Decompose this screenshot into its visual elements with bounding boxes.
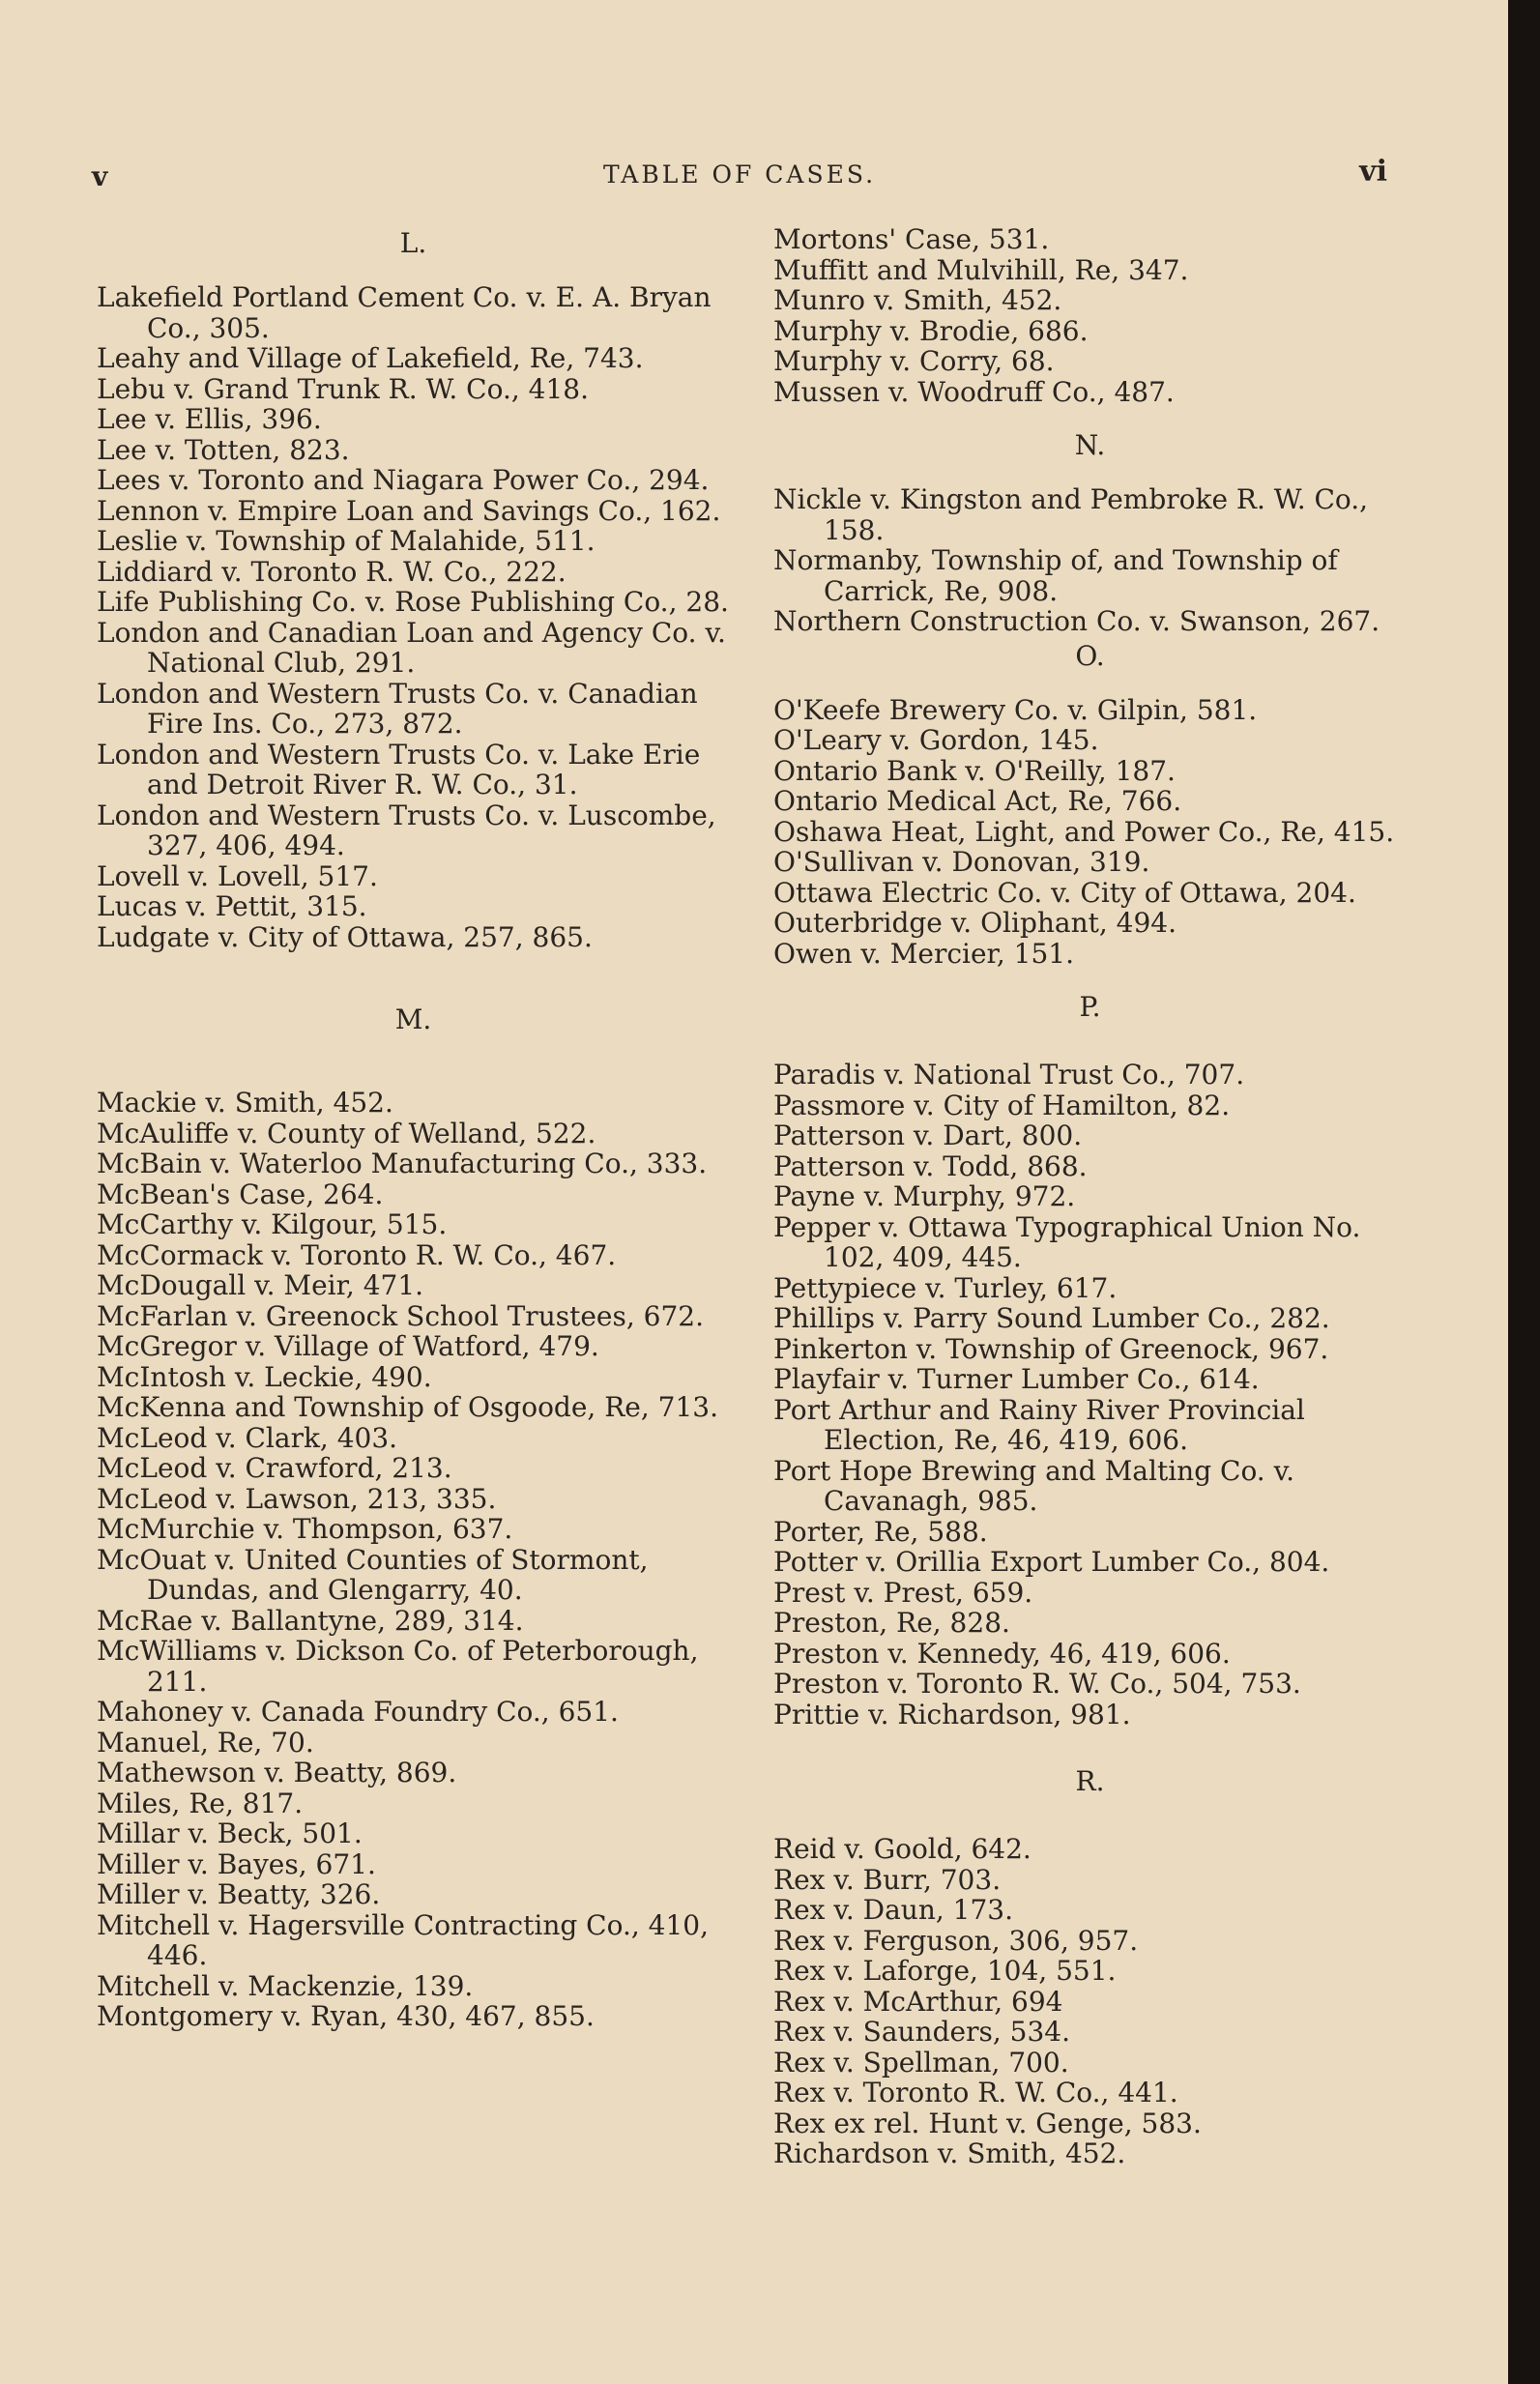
case-entry: Rex v. Ferguson, 306, 957. [773,1924,1139,1957]
case-entry: Mitchell v. Hagersville Contracting Co., 410, 446. [97,1908,710,1971]
case-entry: Pinkerton v. Township of Greenock, 967. [773,1332,1329,1365]
case-entry: Life Publishing Co. v. Rose Publishing Co., 28. [97,586,729,618]
case-entry: Northern Construction Co. v. Swanson, 267. [773,605,1380,637]
case-entry: Owen v. Mercier, 151. [773,937,1075,970]
case-entry: Pepper v. Ottawa Typographical Union No. 102, 409, 445. [773,1210,1361,1273]
case-entry: Ontario Medical Act, Re, 766. [773,785,1182,817]
case-entry: Playfair v. Turner Lumber Co., 614. [773,1363,1260,1395]
case-entry: Passmore v. City of Hamilton, 82. [773,1089,1231,1121]
case-entry: Richardson v. Smith, 452. [773,2137,1126,2169]
case-entry: Normanby, Township of, and Township of Carrick, Re, 908. [773,544,1338,607]
case-entry: McLeod v. Crawford, 213. [97,1452,452,1484]
case-entry: Miles, Re, 817. [97,1787,304,1819]
case-entry: Preston v. Kennedy, 46, 419, 606. [773,1637,1231,1670]
case-entry: Pettypiece v. Turley, 617. [773,1271,1118,1304]
section-heading-l: L. [399,227,427,259]
case-entry: McCarthy v. Kilgour, 515. [97,1208,448,1240]
case-entry: Millar v. Beck, 501. [97,1817,363,1849]
right-column [773,224,1407,2169]
case-entry: Rex v. McArthur, 694 [773,1985,1063,2018]
case-entry: McCormack v. Toronto R. W. Co., 467. [97,1238,617,1271]
case-entry: Munro v. Smith, 452. [773,284,1062,316]
case-entry: Rex v. Toronto R. W. Co., 441. [773,2077,1178,2108]
case-entry: Rex v. Spellman, 700. [773,2046,1069,2079]
case-entry: Ludgate v. City of Ottawa, 257, 865. [97,920,593,953]
case-entry: Prest v. Prest, 659. [773,1576,1033,1609]
case-entry: McOuat v. United Counties of Stormont, Dundas, and Glengarry, 40. [97,1543,649,1606]
case-entry: Phillips v. Parry Sound Lumber Co., 282. [773,1302,1330,1334]
case-entry: Rex v. Daun, 173. [773,1894,1013,1926]
case-list-l [97,282,730,952]
case-entry: Mackie v. Smith, 452. [97,1087,393,1119]
case-entry: Mathewson v. Beatty, 869. [97,1757,457,1788]
case-entry: O'Sullivan v. Donovan, 319. [773,846,1150,878]
case-entry: Outerbridge v. Oliphant, 494. [773,907,1177,939]
case-entry: Nickle v. Kingston and Pembroke R. W. Co., 158. [773,483,1369,546]
case-entry: Lakefield Portland Cement Co. v. E. A. Bryan Co., 305. [97,281,712,344]
case-entry: McBain v. Waterloo Manufacturing Co., 333. [97,1148,708,1179]
case-entry: London and Canadian Loan and Agency Co. v. National Club, 291. [97,616,726,679]
case-entry: Port Hope Brewing and Malting Co. v. Cavanagh, 985. [773,1454,1294,1517]
section-heading-p: P. [1079,991,1101,1023]
case-entry: Mussen v. Woodruff Co., 487. [773,375,1175,408]
case-entry: Preston, Re, 828. [773,1607,1010,1639]
case-entry: Miller v. Bayes, 671. [97,1847,376,1880]
case-entry: McFarlan v. Greenock School Trustees, 672. [97,1299,705,1332]
case-entry: Rex v. Saunders, 534. [773,2016,1070,2048]
case-entry: Payne v. Murphy, 972. [773,1180,1076,1212]
book-binding-edge [1508,0,1540,2384]
case-entry: Rex ex rel. Hunt v. Genge, 583. [773,2107,1202,2139]
case-entry: Paradis v. National Trust Co., 707. [773,1059,1245,1090]
case-entry: Rex v. Burr, 703. [773,1863,1002,1896]
case-entry: Mortons' Case, 531. [773,223,1050,255]
case-entry: McAuliffe v. County of Welland, 522. [97,1117,596,1149]
case-entry: Lovell v. Lovell, 517. [97,859,378,892]
case-entry: Lee v. Totten, 823. [97,433,350,466]
case-entry: Leahy and Village of Lakefield, Re, 743. [97,342,644,374]
case-entry: London and Western Trusts Co. v. Canadian Fire Ins. Co., 273, 872. [97,677,698,740]
case-entry: McMurchie v. Thompson, 637. [97,1513,513,1545]
case-entry: McWilliams v. Dickson Co. of Peterborough, 211. [97,1635,699,1698]
case-entry: Mahoney v. Canada Foundry Co., 651. [97,1696,619,1728]
case-entry: O'Keefe Brewery Co. v. Gilpin, 581. [773,693,1258,726]
case-entry: Murphy v. Corry, 68. [773,345,1055,377]
running-header [87,155,1392,193]
case-entry: Lucas v. Pettit, 315. [97,890,367,922]
page-number: vi [1359,155,1387,189]
case-entry: Ottawa Electric Co. v. City of Ottawa, 204. [773,876,1356,909]
case-entry: Mitchell v. Mackenzie, 139. [97,1969,474,2002]
section-heading-r: R. [1075,1765,1105,1797]
case-entry: Lees v. Toronto and Niagara Power Co., 294. [97,464,710,496]
case-entry: London and Western Trusts Co. v. Lake Erie and Detroit River R. W. Co., 31. [97,738,701,800]
case-list-m-continued [773,224,1407,407]
case-entry: Preston v. Toronto R. W. Co., 504, 753. [773,1668,1301,1700]
case-entry: Patterson v. Todd, 868. [773,1149,1088,1182]
case-entry: Lebu v. Grand Trunk R. W. Co., 418. [97,372,590,405]
case-entry: London and Western Trusts Co. v. Luscombe, 327, 406, 494. [97,799,716,861]
section-heading-n: N. [1074,429,1106,461]
case-entry: Reid v. Goold, 642. [773,1833,1032,1865]
case-entry: McBean's Case, 264. [97,1177,384,1210]
left-column [97,224,730,2032]
case-entry: Porter, Re, 588. [773,1515,988,1548]
case-entry: McGregor v. Village of Watford, 479. [97,1330,599,1362]
case-list-n [773,484,1407,637]
case-entry: McIntosh v. Leckie, 490. [97,1360,432,1393]
case-list-r [773,1834,1407,2169]
case-entry: Montgomery v. Ryan, 430, 467, 855. [97,2000,595,2032]
section-heading-o: O. [1075,639,1105,672]
case-list-o [773,695,1407,970]
case-entry: Murphy v. Brodie, 686. [773,314,1089,347]
page-title: TABLE OF CASES. [602,160,877,189]
case-entry: Muffitt and Mulvihill, Re, 347. [773,253,1189,286]
case-entry: McKenna and Township of Osgoode, Re, 713. [97,1391,719,1423]
case-entry: Rex v. Laforge, 104, 551. [773,1955,1117,1987]
case-entry: Port Arthur and Rainy River Provincial Election, Re, 46, 419, 606. [773,1393,1305,1456]
case-entry: Potter v. Orillia Export Lumber Co., 804. [773,1546,1330,1578]
case-entry: Liddiard v. Toronto R. W. Co., 222. [97,555,567,588]
case-entry: McLeod v. Lawson, 213, 335. [97,1482,497,1515]
case-entry: Patterson v. Dart, 800. [773,1119,1083,1151]
case-entry: Lennon v. Empire Loan and Savings Co., 162. [97,494,721,527]
case-entry: Oshawa Heat, Light, and Power Co., Re, 415. [773,815,1395,848]
section-heading-m: M. [394,1003,432,1035]
header-left-mark: v [92,160,108,192]
case-entry: Manuel, Re, 70. [97,1726,314,1759]
case-entry: McLeod v. Clark, 403. [97,1421,398,1454]
case-entry: Miller v. Beatty, 326. [97,1878,381,1910]
case-list-m [97,1088,730,2032]
case-entry: Prittie v. Richardson, 981. [773,1698,1131,1730]
case-entry: McDougall v. Meir, 471. [97,1269,424,1301]
case-entry: O'Leary v. Gordon, 145. [773,724,1099,756]
case-entry: McRae v. Ballantyne, 289, 314. [97,1604,524,1637]
case-entry: Leslie v. Township of Malahide, 511. [97,525,596,557]
case-list-p [773,1060,1407,1730]
case-entry: Lee v. Ellis, 396. [97,403,322,435]
case-entry: Ontario Bank v. O'Reilly, 187. [773,754,1176,787]
